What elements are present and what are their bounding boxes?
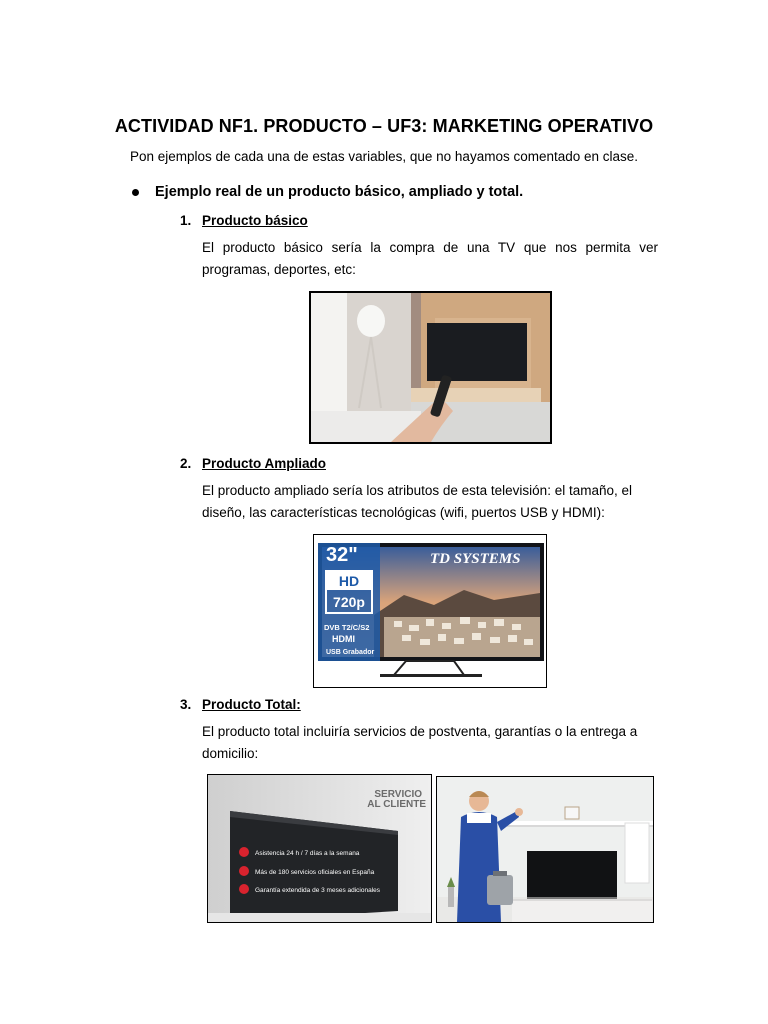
document-title: ACTIVIDAD NF1. PRODUCTO – UF3: MARKETING OPERATIVO [114, 116, 654, 136]
service-heading-line1: SERVICIO [374, 789, 422, 800]
technician-illustration [437, 777, 653, 922]
bullet-item [132, 184, 523, 200]
section-title: Producto Ampliado [202, 456, 326, 471]
hd-badge-label: HD [338, 573, 360, 589]
dvb-label: DVB T2/C/S2 [324, 623, 370, 632]
service-item-1: Asistencia 24 h / 7 días a la semana [255, 850, 360, 857]
hdmi-label: HDMI [332, 634, 355, 644]
tv-specs-ad-image [313, 534, 547, 688]
resolution-label: 720p [333, 594, 365, 610]
clock-icon [239, 847, 249, 857]
wrench-icon [239, 866, 249, 876]
intro-text: Pon ejemplos de cada una de estas variables, que no hayamos comentado en clase. [129, 149, 639, 164]
usb-label: USB Grabador [326, 649, 375, 656]
customer-service-illustration [208, 775, 431, 922]
bullet-text: Ejemplo real de un producto básico, ampliado y total. [155, 184, 524, 200]
section-2-heading [180, 456, 326, 471]
section-3-heading [180, 697, 301, 712]
service-heading-line2: AL CLIENTE [367, 799, 426, 810]
section-1-heading [180, 213, 308, 228]
technician-image [436, 776, 654, 923]
tv-size-label: 32" [326, 544, 358, 566]
shield-icon [239, 884, 249, 894]
section-3-text: El producto total incluiría servicios de postventa, garantías o la entrega a domicilio: [202, 724, 638, 761]
section-1-text: El producto básico sería la compra de una TV que nos permita ver programas, deportes, etc: [202, 240, 658, 277]
brand-logo: TD SYSTEMS [430, 551, 521, 567]
tv-living-room-image [309, 291, 552, 444]
service-item-3: Garantía extendida de 3 meses adicionales [255, 887, 381, 894]
section-title: Producto básico [202, 213, 308, 228]
section-number: 2. [180, 456, 192, 471]
customer-service-image [207, 774, 432, 923]
service-item-2: Más de 180 servicios oficiales en España [255, 869, 375, 876]
tv-living-room-illustration [311, 293, 550, 442]
tv-specs-ad-illustration [314, 535, 546, 687]
section-number: 1. [180, 213, 192, 228]
section-2-text: El producto ampliado sería los atributos de esta televisión: el tamaño, el diseño, las características tecnológicas (wifi, puertos USB y HDMI): [202, 483, 632, 520]
bullet-dot-icon [132, 189, 139, 196]
section-number: 3. [180, 697, 192, 712]
section-title: Producto Total: [202, 697, 301, 712]
